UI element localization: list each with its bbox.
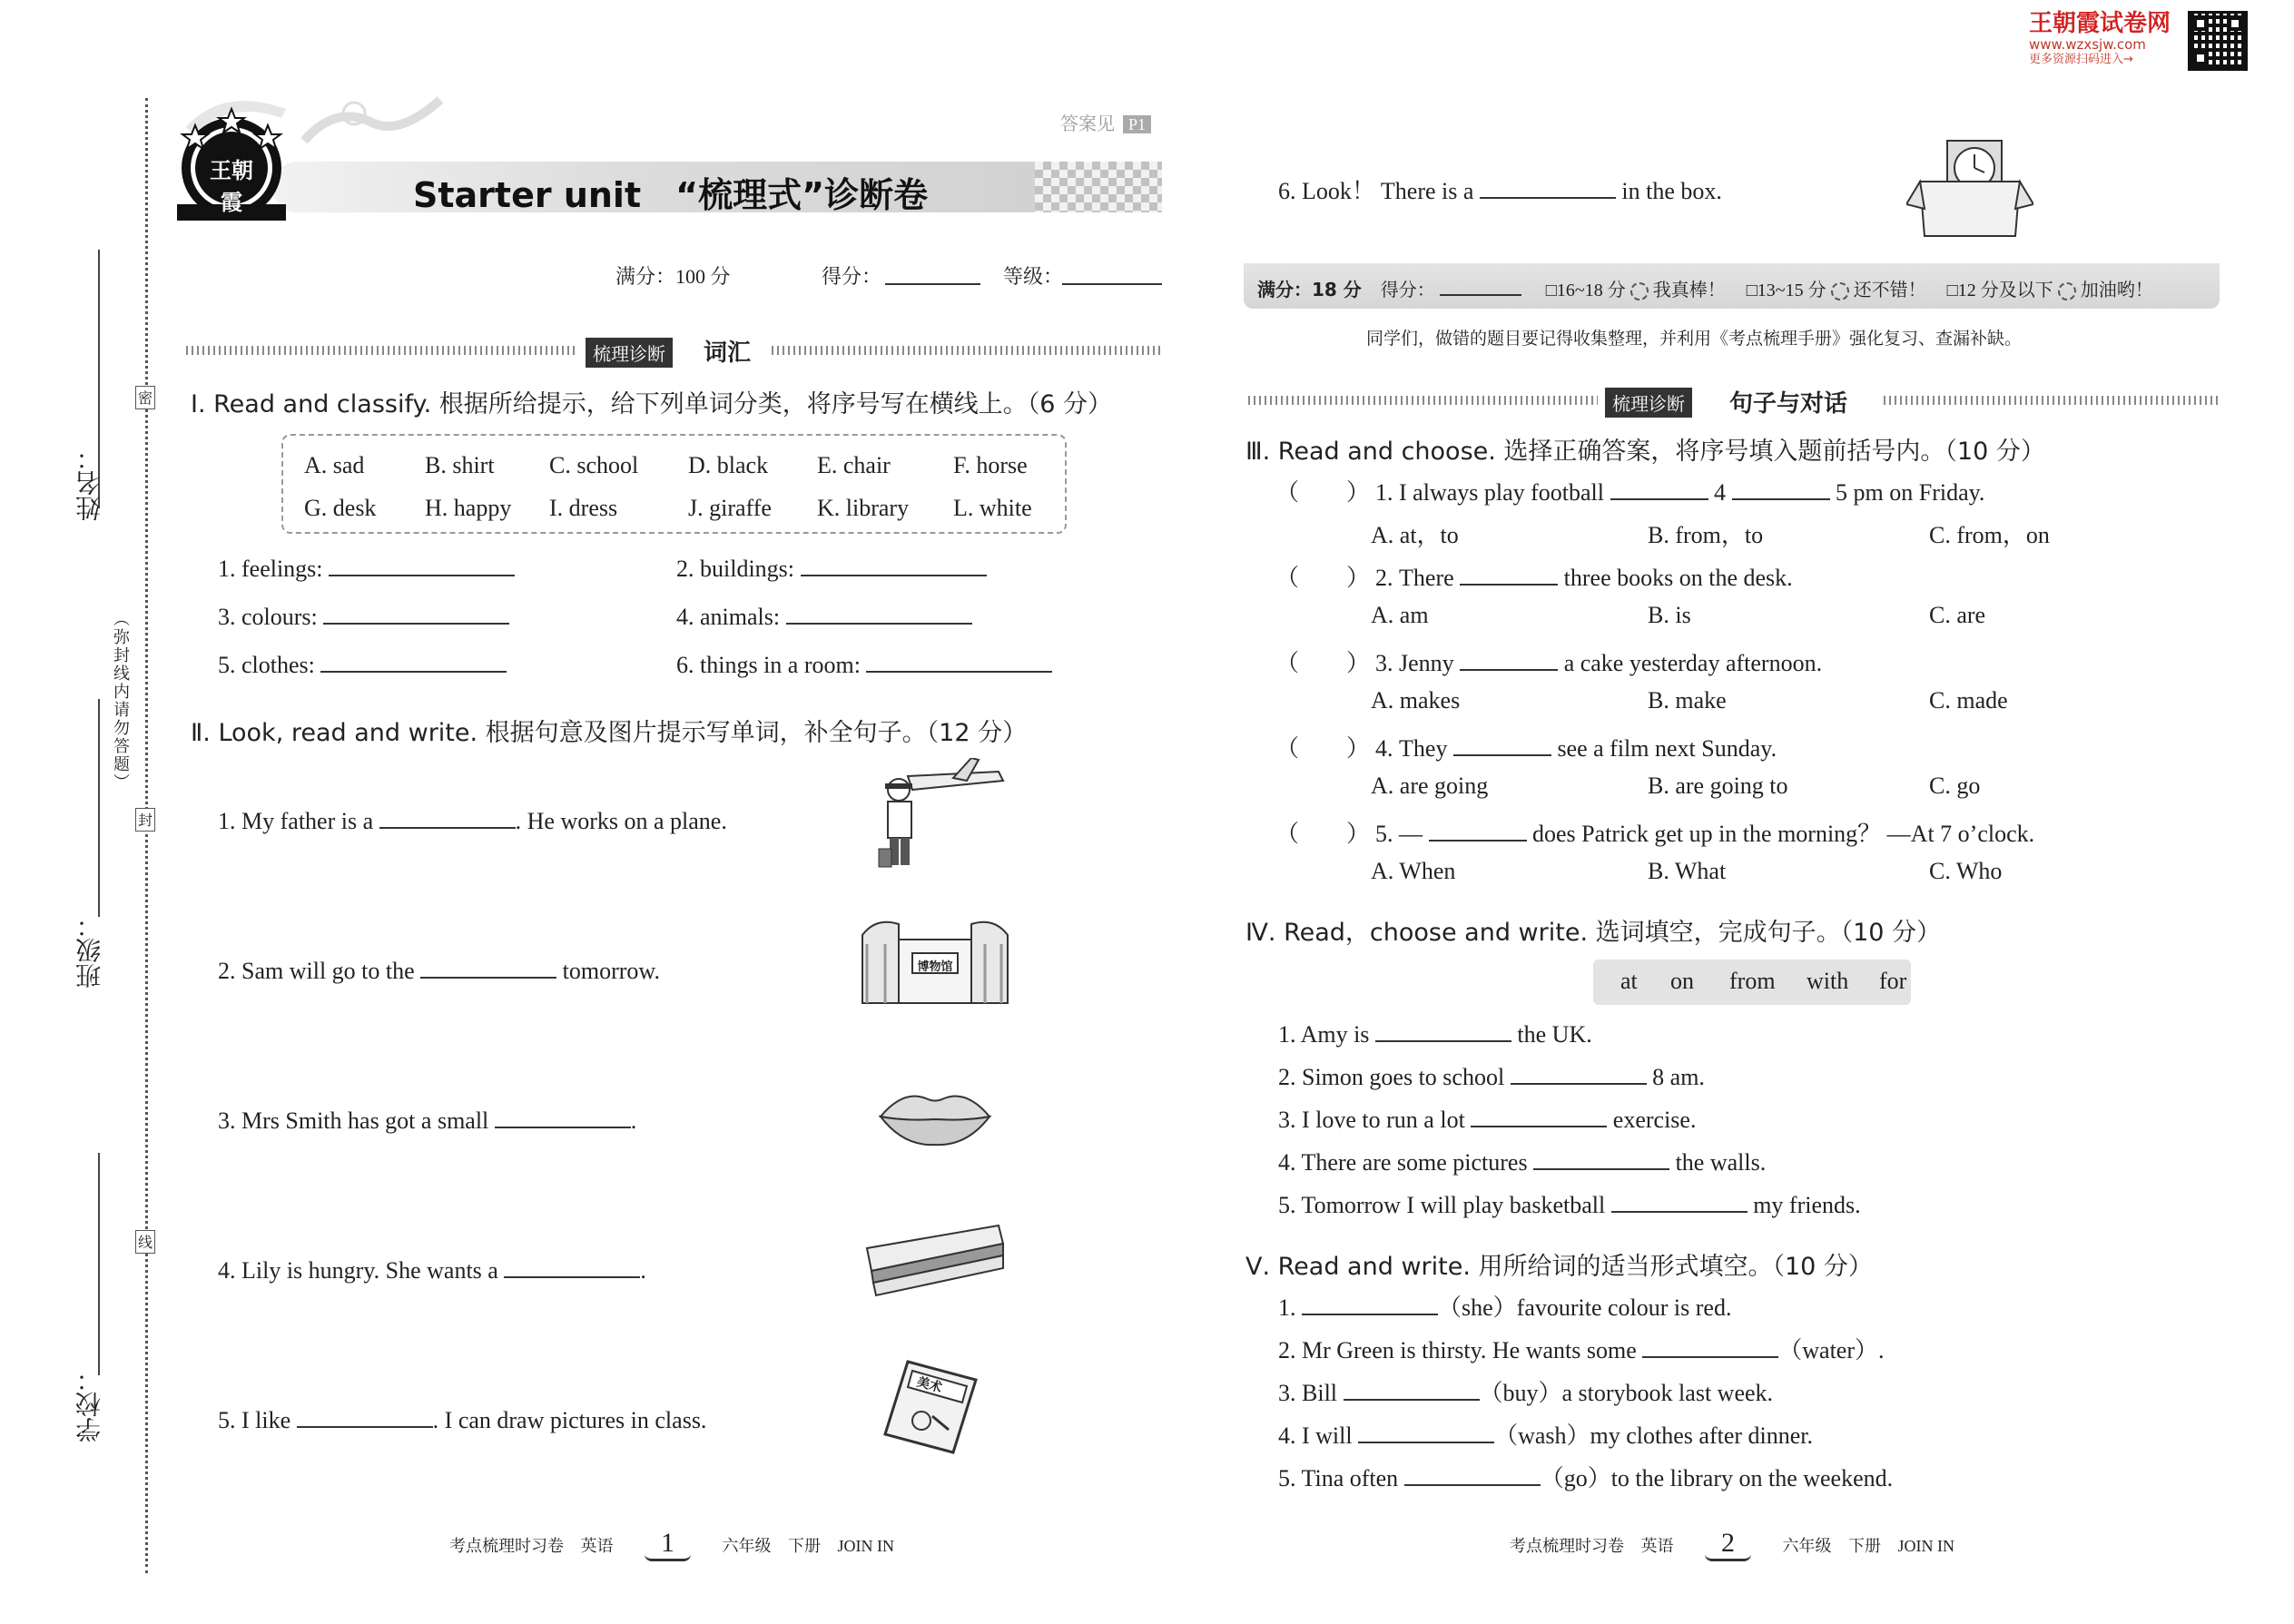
answer-paren[interactable]: （ ）: [1275, 479, 1371, 506]
answer-blank[interactable]: [1302, 1295, 1438, 1315]
item-pre: 2. Simon goes to school: [1278, 1064, 1505, 1090]
answer-blank[interactable]: [786, 605, 972, 625]
item-post: （wash）my clothes after dinner.: [1494, 1422, 1814, 1449]
look-write-item: [218, 958, 660, 985]
fill-word-item: [1278, 1107, 1696, 1134]
sentences-banner-tag: 梳理诊断: [1605, 388, 1692, 418]
category-item: [218, 556, 515, 583]
seal-bottom: 线: [135, 1230, 155, 1254]
word-option: E. chair: [817, 452, 891, 478]
item-post: . I can draw pictures in class.: [432, 1407, 707, 1433]
word-choice: at: [1620, 968, 1638, 994]
grade-label: 等级：: [1003, 266, 1064, 289]
score-label: 得分：: [822, 266, 882, 289]
item-pre: 1. My father is a: [218, 808, 374, 834]
section2-title: Ⅱ. Look, read and write. 根据句意及图片提示写单词，补全句子。（12 分）: [191, 719, 1028, 747]
score-bar-note: 同学们，做错的题目要记得收集整理，并利用《考点梳理手册》强化复习、查漏补缺。: [1366, 330, 2023, 349]
look-write-item: [218, 1107, 636, 1135]
answer-reference: [1060, 109, 1151, 135]
item-post: （water）.: [1778, 1337, 1885, 1363]
footer-right-series: 考点梳理时习卷: [1510, 1537, 1624, 1555]
item-post: .: [640, 1257, 646, 1284]
word-form-item: [1278, 1460, 1893, 1493]
item-post: 8 am.: [1646, 1064, 1705, 1090]
answer-blank[interactable]: [420, 959, 556, 979]
question-stem-b: see a film next Sunday.: [1557, 735, 1777, 762]
item-post: tomorrow.: [556, 958, 661, 984]
item-post: the UK.: [1511, 1021, 1592, 1048]
answer-blank[interactable]: [1429, 822, 1527, 842]
choice-option-c[interactable]: C. Who: [1929, 858, 2003, 884]
footer-right-grade: 六年级: [1782, 1537, 1832, 1555]
fill-word-item: [1278, 1192, 1861, 1219]
footer-right-term: 下册: [1848, 1537, 1881, 1555]
answer-blank[interactable]: [379, 809, 516, 829]
fill-word-item: [1278, 1064, 1705, 1091]
answer-blank[interactable]: [320, 653, 507, 673]
item-pre: 3. Bill: [1278, 1380, 1338, 1406]
choice-option-a[interactable]: A. When: [1371, 858, 1456, 884]
item-pre: 1. Amy is: [1278, 1021, 1370, 1048]
question-stem: 4. They: [1375, 735, 1448, 762]
word-option: A. sad: [304, 452, 365, 478]
category-label: 1. feelings:: [218, 556, 323, 582]
item-post: （buy）a storybook last week.: [1479, 1380, 1774, 1406]
word-choice: for: [1879, 968, 1907, 994]
answer-blank[interactable]: [1460, 651, 1558, 671]
choice-question: [1275, 730, 1777, 763]
answer-blank[interactable]: [1344, 1381, 1480, 1401]
answer-blank[interactable]: [1453, 736, 1551, 756]
word-option: J. giraffe: [688, 495, 772, 521]
full-score: 满分：100 分: [615, 265, 731, 288]
answer-ref-page: P1: [1123, 115, 1151, 133]
footer-left: [449, 1528, 894, 1561]
smile-icon: [1630, 282, 1649, 300]
item-pre: 4. I will: [1278, 1422, 1353, 1449]
word-option: D. black: [688, 452, 769, 478]
footer-left-grade: 六年级: [722, 1537, 772, 1555]
item-post: . He works on a plane.: [515, 808, 727, 834]
section4-title: Ⅳ. Read，choose and write. 选词填空，完成句子。（10 分）: [1245, 919, 1942, 947]
word-choice: on: [1670, 968, 1694, 994]
item-pre: 2. Sam will go to the: [218, 958, 415, 984]
grade-input[interactable]: [1062, 283, 1162, 285]
answer-paren[interactable]: （ ）: [1275, 821, 1371, 847]
score-bar-label: 得分：: [1380, 279, 1435, 300]
word-option: G. desk: [304, 495, 377, 521]
footer-left-subject: 英语: [580, 1537, 614, 1555]
page-title: Starter unit “梳理式”诊断卷: [413, 175, 929, 215]
seal-top: 密: [135, 386, 155, 409]
title-banner-checker: [1035, 162, 1162, 212]
choice-option-a[interactable]: A. are going: [1371, 773, 1489, 799]
word-option: H. happy: [425, 495, 512, 521]
answer-blank[interactable]: [329, 556, 515, 576]
class-label: 班级：: [76, 912, 104, 989]
answer-paren[interactable]: （ ）: [1275, 565, 1371, 591]
fill-word-item: [1278, 1021, 1592, 1048]
logo-name: 王朝霞: [210, 160, 253, 215]
footer-left-series: 考点梳理时习卷: [449, 1537, 564, 1555]
item6-post: in the box.: [1621, 178, 1722, 204]
question-stem: 3. Jenny: [1375, 650, 1454, 676]
sentences-rule-right: [1884, 396, 2220, 405]
word-choice: with: [1807, 968, 1849, 994]
item-post: my friends.: [1747, 1192, 1861, 1218]
sentences-rule-left: [1248, 396, 1598, 405]
word-form-item: [1278, 1374, 1773, 1408]
question-stem: 1. I always play football: [1375, 479, 1605, 506]
item-pre: 1.: [1278, 1294, 1296, 1321]
item-pre: 3. Mrs Smith has got a small: [218, 1107, 489, 1134]
item-pre: 5. Tina often: [1278, 1465, 1399, 1491]
word-option: C. school: [549, 452, 639, 478]
choice-question: [1275, 474, 1984, 507]
brand-name: 王朝霞试卷网: [2029, 10, 2171, 37]
museum-sign: 博物馆: [917, 960, 953, 973]
right-item6: [1278, 172, 1722, 206]
question-stem: 5. —: [1375, 821, 1423, 847]
item-post: the walls.: [1669, 1149, 1767, 1176]
category-label: 2. buildings:: [676, 556, 795, 582]
school-field[interactable]: [98, 1153, 100, 1375]
category-item: [218, 604, 509, 631]
score-bar-input[interactable]: [1440, 280, 1521, 296]
answer-blank[interactable]: [1610, 480, 1708, 500]
category-item: [676, 652, 1052, 679]
word-form-item: [1278, 1417, 1813, 1451]
section1-title: Ⅰ. Read and classify. 根据所给提示，给下列单词分类，将序号写在横线上。（6 分）: [191, 390, 1113, 418]
museum-picture: [858, 917, 1012, 1012]
sentences-banner-title: 句子与对话: [1729, 390, 1848, 418]
word-option: I. dress: [549, 495, 618, 521]
look-write-item: [218, 1257, 646, 1284]
score-bar-r3[interactable]: □12 分及以下: [1946, 281, 2053, 300]
item-pre: 2. Mr Green is thirsty. He wants some: [1278, 1337, 1637, 1363]
item-pre: 3. I love to run a lot: [1278, 1107, 1465, 1133]
answer-blank[interactable]: [1375, 1022, 1511, 1042]
category-label: 6. things in a room:: [676, 652, 861, 678]
answer-blank[interactable]: [504, 1258, 640, 1278]
footer-left-page: 1: [645, 1528, 691, 1561]
category-label: 3. colours:: [218, 604, 318, 630]
score-bar-r2[interactable]: □13~15 分: [1746, 281, 1826, 300]
answer-blank[interactable]: [1358, 1423, 1494, 1443]
word-option: B. shirt: [425, 452, 495, 478]
seal-middle: 封: [135, 808, 155, 832]
score-bar-r3-text: 加油哟！: [2080, 281, 2153, 300]
seal-warning: （弥封线内请勿答题）: [112, 610, 130, 792]
answer-blank[interactable]: [1611, 1193, 1748, 1213]
answer-blank[interactable]: [323, 605, 509, 625]
mouth-picture: [876, 1085, 994, 1148]
item6-pre: 6. Look！ There is a: [1278, 178, 1474, 204]
category-label: 4. animals:: [676, 604, 781, 630]
footer-right-edition: JOIN IN: [1897, 1537, 1954, 1555]
item-pre: 4. There are some pictures: [1278, 1149, 1528, 1176]
answer-blank[interactable]: [297, 1408, 433, 1428]
choice-option-a[interactable]: A. am: [1371, 602, 1429, 628]
item-post: exercise.: [1607, 1107, 1697, 1133]
category-item: [218, 652, 507, 679]
category-label: 5. clothes:: [218, 652, 315, 678]
choice-question: [1275, 645, 1822, 678]
choice-option-a[interactable]: A. makes: [1371, 687, 1461, 714]
choice-question: [1275, 815, 2034, 849]
answer-blank[interactable]: [866, 653, 1052, 673]
word-form-item: [1278, 1289, 1731, 1323]
word-option: L. white: [953, 495, 1032, 521]
vocab-rule-left: [186, 346, 576, 355]
answer-blank[interactable]: [1642, 1338, 1778, 1358]
choice-option-b[interactable]: B. from，to: [1648, 522, 1764, 548]
choice-option-b[interactable]: B. are going to: [1648, 773, 1788, 799]
question-stem-b: does Patrick get up in the morning？ —At 7 o’clock.: [1532, 821, 2035, 847]
qr-code-icon[interactable]: [2188, 11, 2248, 71]
answer-blank[interactable]: [1511, 1065, 1647, 1085]
answer-blank[interactable]: [1471, 1107, 1607, 1127]
answer-blank[interactable]: [495, 1108, 631, 1128]
answer-blank[interactable]: [801, 556, 987, 576]
score-bar-content: [1257, 275, 2153, 301]
ribbon-decoration: [300, 95, 445, 150]
item-pre: 4. Lily is hungry. She wants a: [218, 1257, 498, 1284]
look-write-item: [218, 808, 727, 835]
vocab-rule-right: [772, 346, 1162, 355]
answer-paren[interactable]: （ ）: [1275, 650, 1371, 676]
art-book-picture: [876, 1357, 985, 1457]
question-stem-b: three books on the desk.: [1563, 565, 1793, 591]
choice-question: [1275, 559, 1793, 593]
section3-title: Ⅲ. Read and choose. 选择正确答案，将序号填入题前括号内。（10 分）: [1245, 438, 2045, 466]
brand-url[interactable]: www.wzxsjw.com: [2029, 36, 2146, 53]
art-book-label: 美术: [915, 1375, 944, 1396]
choice-option-b[interactable]: B. What: [1648, 858, 1727, 884]
footer-right: [1510, 1528, 1954, 1561]
choice-option-b[interactable]: B. is: [1648, 602, 1691, 628]
school-label: 学校：: [76, 1366, 104, 1442]
score-bar-r1[interactable]: □16~18 分: [1545, 281, 1626, 300]
binding-dotted-line: [145, 98, 148, 1573]
score-bar-full: 满分：18 分: [1257, 279, 1362, 300]
footer-left-edition: JOIN IN: [837, 1537, 894, 1555]
choice-option-c[interactable]: C. made: [1929, 687, 2008, 714]
question-stem-c: 5 pm on Friday.: [1836, 479, 1985, 506]
cheer-face-icon: [2058, 282, 2076, 300]
item-post: .: [630, 1107, 637, 1134]
choice-option-b[interactable]: B. make: [1648, 687, 1727, 714]
pilot-picture: [871, 758, 1008, 876]
score-bar-r2-text: 还不错！: [1853, 281, 1926, 300]
fill-word-item: [1278, 1149, 1766, 1176]
neutral-face-icon: [1831, 282, 1849, 300]
item-post: （go）to the library on the weekend.: [1540, 1465, 1894, 1491]
answer-blank[interactable]: [1460, 566, 1558, 586]
choice-option-a[interactable]: A. at，to: [1371, 522, 1459, 548]
choice-option-c[interactable]: C. from，on: [1929, 522, 2050, 548]
look-write-item: [218, 1407, 706, 1434]
item-pre: 5. I like: [218, 1407, 291, 1433]
answer-paren[interactable]: （ ）: [1275, 735, 1371, 762]
vocab-banner-tag: 梳理诊断: [586, 338, 673, 368]
item6-blank[interactable]: [1480, 179, 1616, 199]
score-input[interactable]: [885, 283, 980, 285]
vocab-banner-title: 词汇: [704, 340, 752, 367]
answer-blank[interactable]: [1404, 1466, 1541, 1486]
section5-title: Ⅴ. Read and write. 用所给词的适当形式填空。（10 分）: [1245, 1253, 1873, 1281]
sandwich-picture: [862, 1221, 1008, 1303]
item-pre: 5. Tomorrow I will play basketball: [1278, 1192, 1606, 1218]
choice-option-c[interactable]: C. are: [1929, 602, 1986, 628]
item-post: （she）favourite colour is red.: [1438, 1294, 1732, 1321]
word-box: [281, 434, 1067, 534]
answer-ref-text: 答案见: [1060, 114, 1115, 134]
question-stem: 2. There: [1375, 565, 1454, 591]
category-item: [676, 556, 987, 583]
score-bar-r1-text: 我真棒！: [1652, 281, 1726, 300]
word-form-item: [1278, 1332, 1885, 1365]
category-item: [676, 604, 972, 631]
brand-logo: [168, 91, 295, 227]
name-label: 姓名：: [76, 445, 104, 521]
word-option: K. library: [817, 495, 910, 521]
clock-in-box-picture: [1906, 136, 2033, 241]
word-choice: from: [1729, 968, 1776, 994]
class-field[interactable]: [98, 699, 100, 917]
answer-blank[interactable]: [1533, 1150, 1669, 1170]
word-option: F. horse: [953, 452, 1028, 478]
brand-slogan: 更多资源扫码进入→: [2029, 53, 2133, 66]
answer-blank[interactable]: [1732, 480, 1830, 500]
footer-right-page: 2: [1705, 1528, 1751, 1561]
footer-right-subject: 英语: [1640, 1537, 1674, 1555]
choice-option-c[interactable]: C. go: [1929, 773, 1981, 799]
question-stem-b: a cake yesterday afternoon.: [1563, 650, 1823, 676]
question-stem-b: 4: [1714, 479, 1727, 506]
footer-left-term: 下册: [788, 1537, 821, 1555]
